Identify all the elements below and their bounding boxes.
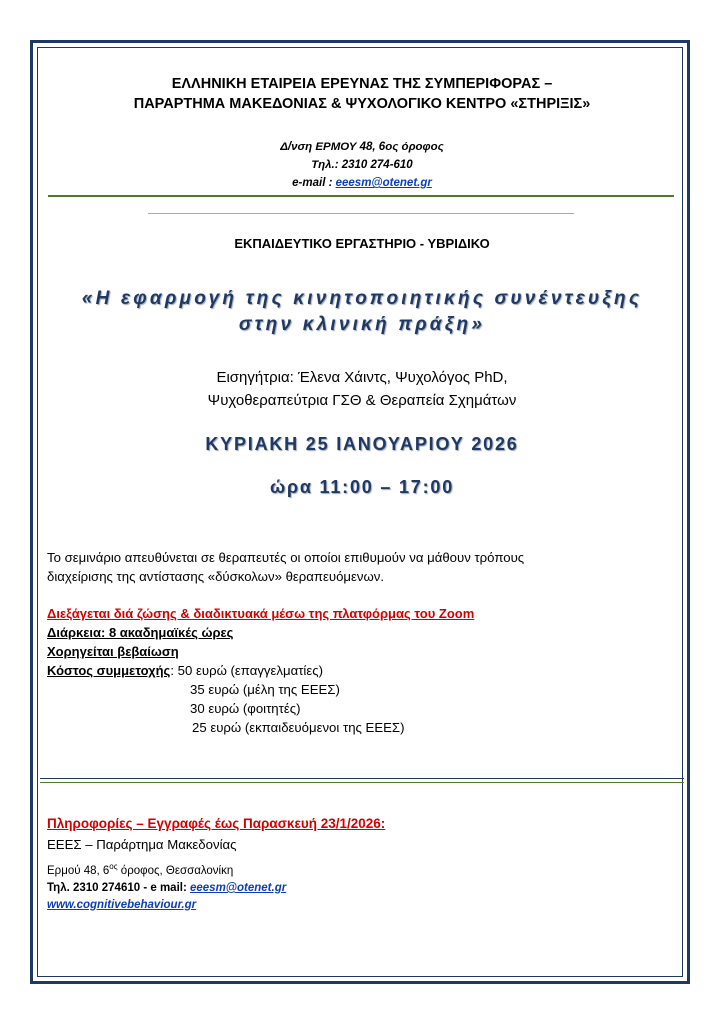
description-line-2: διαχείρισης της αντίστασης «δύσκολων» θεραπευόμενων. bbox=[47, 569, 385, 584]
title-line-1: «Η εφαρμογή της κινητοποιητικής συνέντευξης bbox=[81, 288, 643, 309]
speaker-line-1: Εισηγήτρια: Έλενα Χάιντς, Ψυχολόγος PhD, bbox=[216, 369, 508, 386]
event-title bbox=[40, 286, 684, 338]
footer-website bbox=[47, 897, 677, 914]
event-date: ΚΥΡΙΑΚΗ 25 ΙΑΝΟΥΑΡΙΟΥ 2026 bbox=[205, 434, 519, 454]
footer-address bbox=[47, 858, 677, 880]
website-link[interactable]: www.cognitivebehaviour.gr bbox=[47, 898, 197, 911]
email-link[interactable]: eeesm@otenet.gr bbox=[335, 177, 432, 189]
workshop-type: ΕΚΠΑΙΔΕΥΤΙΚΟ ΕΡΓΑΣΤΗΡΙΟ - ΥΒΡΙΔΙΚΟ bbox=[234, 236, 490, 251]
email-line bbox=[40, 174, 684, 192]
title-line-2: στην κλινική πράξη» bbox=[238, 314, 486, 335]
description bbox=[47, 548, 677, 586]
header-divider-green bbox=[48, 195, 674, 197]
details-block bbox=[47, 604, 677, 737]
description-line-1: Το σεμινάριο απευθύνεται σε θεραπευτές οι οποίοι επιθυμούν να μάθουν τρόπους bbox=[47, 550, 525, 565]
speaker-info bbox=[40, 366, 684, 412]
contact-block bbox=[40, 138, 684, 192]
org-name bbox=[40, 74, 684, 114]
address-line: Δ/νση ΕΡΜΟΥ 48, 6ος όροφος bbox=[280, 141, 444, 153]
footer-block bbox=[47, 814, 677, 914]
floor-superscript: ος bbox=[109, 862, 118, 871]
cost-label: Κόστος συμμετοχής bbox=[47, 663, 171, 678]
registration-deadline: Πληροφορίες – Εγγραφές έως Παρασκευή 23/1/2026: bbox=[47, 816, 386, 831]
cost-line-1 bbox=[47, 661, 677, 680]
footer-divider bbox=[40, 778, 684, 783]
email-label: e-mail : bbox=[292, 177, 336, 189]
speaker-line-2: Ψυχοθεραπεύτρια ΓΣΘ & Θεραπεία Σχημάτων bbox=[207, 392, 517, 409]
footer-phone-email-label: Τηλ. 2310 274610 - e mail: bbox=[47, 881, 190, 894]
footer-address-main: Ερμού 48, 6 bbox=[47, 864, 110, 877]
footer-email-link[interactable]: eeesm@otenet.gr bbox=[189, 881, 287, 894]
cost-trainees: 25 ευρώ (εκπαιδευόμενοι της ΕΕΕΣ) bbox=[192, 720, 405, 735]
org-line-1: ΕΛΛΗΝΙΚΗ ΕΤΑΙΡΕΙΑ ΕΡΕΥΝΑΣ ΤΗΣ ΣΥΜΠΕΡΙΦΟΡΑΣ – bbox=[171, 76, 553, 92]
duration: Διάρκεια: 8 ακαδημαϊκές ώρες bbox=[47, 625, 234, 640]
org-line-2: ΠΑΡΑΡΤΗΜΑ ΜΑΚΕΔΟΝΙΑΣ & ΨΥΧΟΛΟΓΙΚΟ ΚΕΝΤΡΟ «ΣΤΗΡΙΞΙΣ» bbox=[133, 96, 591, 112]
cost-professionals: : 50 ευρώ (επαγγελματίες) bbox=[170, 663, 323, 678]
certificate-note: Χορηγείται βεβαίωση bbox=[47, 644, 179, 659]
attendance-mode: Διεξάγεται διά ζώσης & διαδικτυακά μέσω της πλατφόρμας του Zoom bbox=[47, 606, 475, 621]
phone-line: Τηλ.: 2310 274-610 bbox=[311, 159, 413, 171]
event-time: ώρα 11:00 – 17:00 bbox=[269, 477, 455, 497]
cost-students: 30 ευρώ (φοιτητές) bbox=[190, 701, 301, 716]
footer-contact bbox=[47, 880, 677, 897]
footer-address-city: όροφος, Θεσσαλονίκη bbox=[117, 864, 234, 877]
cost-members: 35 ευρώ (μέλη της ΕΕΕΣ) bbox=[190, 682, 340, 697]
branch-name: ΕΕΕΣ – Παράρτημα Μακεδονίας bbox=[47, 837, 237, 852]
header-divider-gold bbox=[148, 213, 574, 214]
